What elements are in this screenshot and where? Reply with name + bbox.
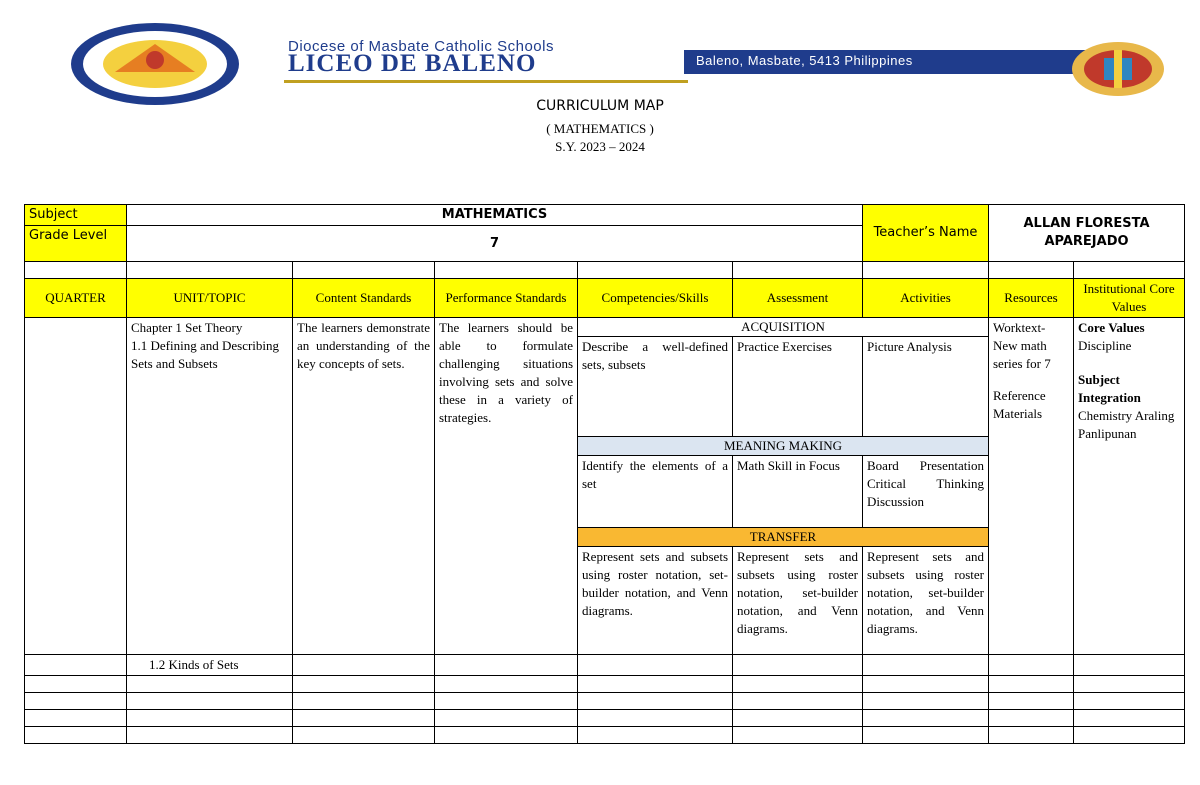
content-standard: The learners demonstrate an understanding of the key concepts of sets. — [293, 318, 435, 655]
quarter-cell — [25, 318, 127, 655]
meaning-making-assessment: Math Skill in Focus — [733, 456, 863, 528]
meaning-making-header: MEANING MAKING — [578, 437, 989, 456]
school-header — [70, 22, 1190, 104]
header-divider — [284, 80, 688, 83]
transfer-activity: Represent sets and subsets using roster notation, set-builder notation, and Venn diagrams. — [863, 547, 989, 655]
resources-cell — [989, 318, 1074, 655]
school-seal-logo — [70, 22, 240, 106]
core-values-cell — [1074, 318, 1185, 655]
acquisition-activity: Picture Analysis — [863, 337, 989, 437]
col-core-values: Institutional Core Values — [1074, 279, 1185, 318]
core-values-heading: Core Values — [1078, 320, 1145, 335]
unit-topic-cell — [127, 318, 293, 655]
school-name: LICEO DE BALENO — [288, 50, 537, 77]
integration-heading: Subject Integration — [1078, 372, 1141, 405]
table-row — [25, 676, 1185, 693]
performance-standard: The learners should be able to formulate challenging situations involving sets and solve these in a variety of strategies. — [435, 318, 578, 655]
diocese-name: Diocese of Masbate Catholic Schools — [288, 38, 554, 55]
integration-text: Chemistry Araling Panlipunan — [1078, 408, 1175, 441]
curriculum-map-table — [24, 204, 1185, 744]
document-title: CURRICULUM MAP — [536, 98, 664, 114]
col-activities: Activities — [863, 279, 989, 318]
col-assessment: Assessment — [733, 279, 863, 318]
teacher-value: ALLAN FLORESTA APAREJADO — [989, 205, 1185, 262]
diocese-crest-logo — [1070, 40, 1166, 98]
meaning-making-competency: Identify the elements of a set — [578, 456, 733, 528]
subject-label: Subject — [25, 205, 127, 226]
resource-references: Reference Materials — [993, 388, 1046, 421]
resource-worktext: Worktext- New math series for 7 — [993, 320, 1051, 371]
col-unit-topic: UNIT/TOPIC — [127, 279, 293, 318]
transfer-assessment: Represent sets and subsets using roster notation, set-builder notation, and Venn diagrams. — [733, 547, 863, 655]
table-row — [25, 693, 1185, 710]
teacher-label: Teacher’s Name — [863, 205, 989, 262]
grade-label: Grade Level — [25, 226, 127, 262]
acquisition-assessment: Practice Exercises — [733, 337, 863, 437]
col-performance-standards: Performance Standards — [435, 279, 578, 318]
table-row — [25, 727, 1185, 744]
transfer-header: TRANSFER — [578, 528, 989, 547]
transfer-competency: Represent sets and subsets using roster notation, set-builder notation, and Venn diagrams. — [578, 547, 733, 655]
column-header-row — [25, 279, 1185, 318]
meaning-making-activity: Board Presentation Critical Thinking Discussion — [863, 456, 989, 528]
acquisition-header: ACQUISITION — [578, 318, 989, 337]
col-quarter: QUARTER — [25, 279, 127, 318]
table-row — [25, 655, 1185, 676]
grade-value: 7 — [127, 226, 863, 262]
table-row — [25, 710, 1185, 727]
unit-title: 1.1 Defining and Describing Sets and Subsets — [131, 338, 280, 371]
acquisition-competency: Describe a well-defined sets, subsets — [578, 337, 733, 437]
core-values-text: Discipline — [1078, 338, 1132, 353]
document-subject: ( MATHEMATICS ) — [546, 121, 654, 136]
school-year: S.Y. 2023 – 2024 — [555, 139, 645, 154]
school-address: Baleno, Masbate, 5413 Philippines — [696, 53, 913, 68]
spacer-row — [25, 262, 1185, 279]
chapter-title: Chapter 1 Set Theory — [131, 320, 243, 335]
col-resources: Resources — [989, 279, 1074, 318]
subject-value: MATHEMATICS — [127, 205, 863, 226]
next-topic: 1.2 Kinds of Sets — [127, 655, 293, 676]
col-competencies: Competencies/Skills — [578, 279, 733, 318]
col-content-standards: Content Standards — [293, 279, 435, 318]
